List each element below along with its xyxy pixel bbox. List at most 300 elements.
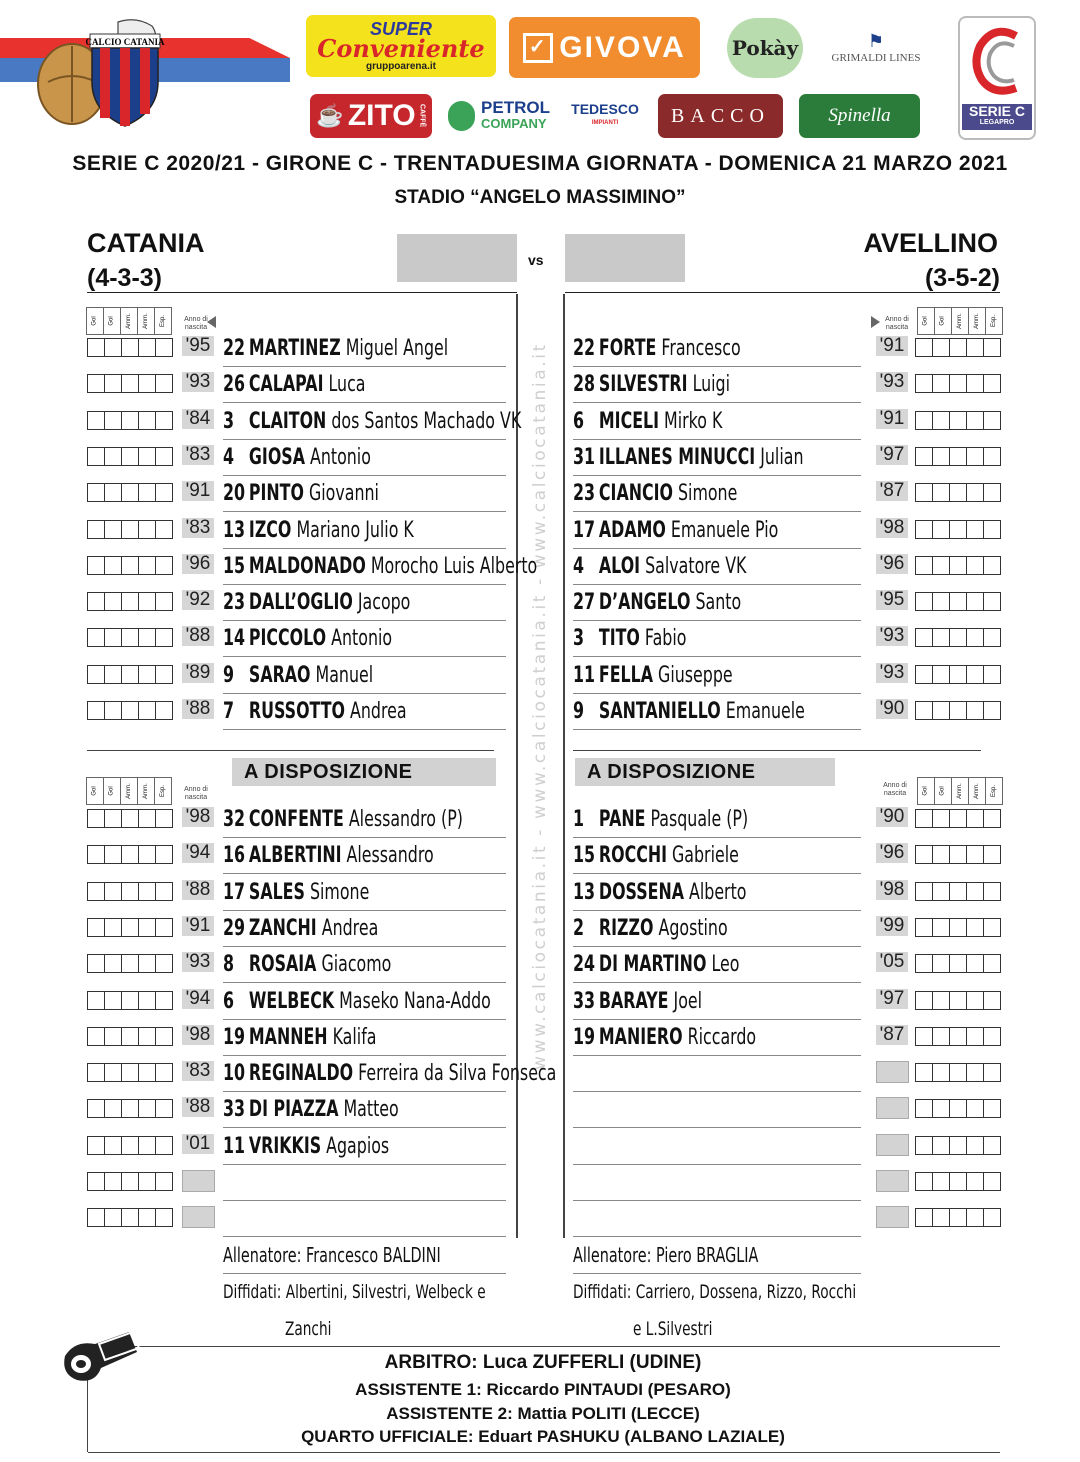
- birth-year: '83: [182, 1061, 214, 1081]
- player-firstname: Joel: [673, 988, 703, 1014]
- flag-icon: ⚑: [867, 31, 885, 51]
- player-name: [573, 518, 861, 549]
- stat-box[interactable]: [932, 556, 949, 575]
- birth-year: '98: [876, 518, 908, 538]
- player-name: [573, 1061, 861, 1092]
- sponsor-tedesco: TEDESCO IMPIANTI: [571, 101, 639, 126]
- player-firstname: Matteo: [343, 1097, 399, 1123]
- player-firstname: Giuseppe: [658, 662, 733, 688]
- stat-box[interactable]: [949, 1136, 966, 1155]
- player-number: 11: [223, 1133, 246, 1159]
- stat-box[interactable]: [966, 701, 983, 720]
- birth-year: '93: [876, 663, 908, 683]
- player-firstname: Andrea: [321, 915, 379, 941]
- player-name: [573, 699, 861, 730]
- stat-box[interactable]: [966, 411, 983, 430]
- watermark: www.calciocatania.it - www.calciocatania.it - www.calciocatania.it: [530, 342, 550, 1070]
- birth-year: '93: [876, 626, 908, 646]
- stat-box[interactable]: [949, 1172, 966, 1191]
- stat-box[interactable]: [932, 954, 949, 973]
- stat-boxes[interactable]: [915, 954, 1001, 973]
- birth-year: '96: [876, 554, 908, 574]
- away-stat-header: Gol Gol Amm. Amm. Esp.: [917, 307, 1003, 333]
- stat-box[interactable]: [915, 701, 932, 720]
- vs-label: vs: [528, 252, 544, 268]
- stat-box[interactable]: [932, 845, 949, 864]
- player-number: 6: [223, 988, 235, 1014]
- petrol-drop-icon: [448, 101, 475, 131]
- home-team-name: CATANIA: [87, 228, 205, 258]
- stat-box[interactable]: [932, 701, 949, 720]
- stat-box[interactable]: [949, 628, 966, 647]
- stat-boxes[interactable]: [915, 1027, 1001, 1046]
- stat-box[interactable]: [932, 665, 949, 684]
- player-number: 7: [223, 699, 235, 724]
- stat-box[interactable]: [949, 991, 966, 1010]
- player-surname: PICCOLO: [248, 626, 327, 652]
- player-number: 14: [223, 626, 246, 652]
- stat-box[interactable]: [915, 882, 932, 901]
- player-firstname: Antonio: [331, 626, 393, 652]
- player-name: [573, 590, 861, 621]
- stat-box[interactable]: [983, 701, 1001, 720]
- player-firstname: Kalifa: [332, 1024, 377, 1050]
- stat-box[interactable]: [932, 447, 949, 466]
- stat-box[interactable]: [932, 1172, 949, 1191]
- stat-box[interactable]: [966, 665, 983, 684]
- player-row: [0, 914, 1080, 950]
- stat-boxes[interactable]: [915, 1136, 1001, 1155]
- stat-box[interactable]: [932, 411, 949, 430]
- stat-box[interactable]: [983, 882, 1001, 901]
- player-number: 27: [573, 590, 596, 616]
- player-surname: REGINALDO: [248, 1061, 354, 1087]
- home-bench-title: A DISPOSIZIONE: [232, 758, 496, 786]
- stat-box[interactable]: [915, 411, 932, 430]
- player-row: [0, 878, 1080, 914]
- stat-boxes[interactable]: [915, 592, 1001, 611]
- stat-box[interactable]: [915, 954, 932, 973]
- stat-box[interactable]: [966, 845, 983, 864]
- player-number: 9: [223, 662, 235, 688]
- stat-box[interactable]: [932, 1136, 949, 1155]
- stat-box[interactable]: [983, 1063, 1001, 1082]
- birth-year: '94: [182, 843, 214, 863]
- player-firstname: Giovanni: [308, 481, 379, 507]
- sponsor-spinella: Spinella: [799, 94, 920, 138]
- player-surname: BARAYE: [598, 988, 669, 1014]
- stat-box[interactable]: [966, 628, 983, 647]
- player-number: 10: [223, 1061, 246, 1087]
- player-row: [0, 516, 1080, 552]
- player-name: [573, 1025, 861, 1056]
- stat-box[interactable]: [966, 918, 983, 937]
- stat-box[interactable]: [932, 882, 949, 901]
- player-number: 9: [573, 699, 585, 724]
- player-surname: ROCCHI: [598, 843, 667, 869]
- stat-boxes[interactable]: [915, 882, 1001, 901]
- stat-box[interactable]: [966, 338, 983, 357]
- player-firstname: Manuel: [315, 662, 374, 688]
- player-number: 2: [573, 915, 585, 941]
- player-firstname: Morocho Luis Alberto: [370, 553, 538, 579]
- stat-box[interactable]: [949, 845, 966, 864]
- check-icon: ✓: [523, 33, 553, 63]
- stat-box[interactable]: [915, 845, 932, 864]
- stat-box[interactable]: [949, 809, 966, 828]
- stat-box[interactable]: [983, 520, 1001, 539]
- stat-box[interactable]: [949, 556, 966, 575]
- player-surname: MICELI: [598, 408, 660, 434]
- stat-box[interactable]: [932, 809, 949, 828]
- home-stat-header: Gol Gol Amm. Amm. Esp.: [86, 307, 172, 333]
- player-name: [573, 843, 861, 874]
- stat-box[interactable]: [932, 1099, 949, 1118]
- home-bench-stat-header: Gol Gol Amm. Amm. Esp.: [86, 777, 172, 803]
- player-number: 33: [573, 988, 596, 1014]
- birth-year: [876, 1170, 909, 1192]
- player-row: [0, 697, 1080, 733]
- stat-box[interactable]: [949, 1063, 966, 1082]
- player-row: [0, 1132, 1080, 1168]
- birth-year: [876, 1206, 909, 1228]
- stat-box[interactable]: [932, 483, 949, 502]
- stat-box[interactable]: [983, 809, 1001, 828]
- player-firstname: Mariano Julio K: [296, 517, 414, 543]
- stat-box[interactable]: [915, 1027, 932, 1046]
- stat-box[interactable]: [966, 1136, 983, 1155]
- stat-box[interactable]: [915, 1063, 932, 1082]
- sponsor-pokay: Pokày: [727, 18, 803, 78]
- stat-box[interactable]: [932, 1208, 949, 1227]
- stat-box[interactable]: [949, 954, 966, 973]
- player-firstname: Luigi: [692, 372, 731, 398]
- player-surname: ADAMO: [598, 517, 666, 543]
- player-firstname: Ferreira da Silva Fonseca: [358, 1061, 557, 1087]
- player-surname: ALBERTINI: [248, 843, 342, 869]
- home-diffidati: Diffidati: Albertini, Silvestri, Welbeck e: [223, 1281, 486, 1303]
- stat-box[interactable]: [949, 1027, 966, 1046]
- player-row: [0, 1168, 1080, 1204]
- stat-box[interactable]: [949, 447, 966, 466]
- player-surname: DI MARTINO: [598, 952, 707, 978]
- stat-boxes[interactable]: [915, 447, 1001, 466]
- player-firstname: Riccardo: [687, 1024, 757, 1050]
- home-score-box: [397, 234, 517, 282]
- player-number: 8: [223, 952, 235, 978]
- stat-box[interactable]: [983, 845, 1001, 864]
- player-firstname: Miguel Angel: [345, 336, 449, 361]
- player-surname: IZCO: [248, 517, 292, 543]
- player-number: 15: [573, 843, 596, 869]
- stat-boxes[interactable]: [915, 918, 1001, 937]
- player-number: 29: [223, 915, 246, 941]
- stat-box[interactable]: [915, 483, 932, 502]
- stat-box[interactable]: [983, 991, 1001, 1010]
- player-firstname: dos Santos Machado VK: [331, 408, 522, 434]
- stat-box[interactable]: [966, 592, 983, 611]
- stat-box[interactable]: [966, 483, 983, 502]
- away-formation: (3-5-2): [924, 264, 1000, 292]
- stat-box[interactable]: [983, 411, 1001, 430]
- stat-boxes[interactable]: [915, 1063, 1001, 1082]
- stat-box[interactable]: [966, 556, 983, 575]
- player-surname: VRIKKIS: [248, 1133, 322, 1159]
- player-firstname: Simone: [677, 481, 738, 507]
- player-surname: ROSAIA: [248, 952, 317, 978]
- stat-box[interactable]: [966, 1208, 983, 1227]
- stat-box[interactable]: [966, 1172, 983, 1191]
- birth-year: '97: [876, 445, 908, 465]
- assistant-1: ASSISTENTE 1: Riccardo PINTAUDI (PESARO): [355, 1380, 731, 1399]
- svg-text:CALCIO CATANIA: CALCIO CATANIA: [85, 37, 165, 47]
- player-firstname: Giacomo: [321, 952, 392, 978]
- away-coach: Allenatore: Piero BRAGLIA: [573, 1243, 861, 1274]
- player-name: [573, 1206, 861, 1237]
- stat-box[interactable]: [949, 520, 966, 539]
- player-surname: MANNEH: [248, 1024, 328, 1050]
- birth-year: '95: [182, 336, 214, 356]
- player-row: [0, 407, 1080, 443]
- stat-box[interactable]: [949, 374, 966, 393]
- stat-box[interactable]: [966, 447, 983, 466]
- stat-box[interactable]: [915, 628, 932, 647]
- player-surname: SILVESTRI: [598, 372, 688, 398]
- player-name: [573, 989, 861, 1020]
- player-number: 16: [223, 843, 246, 869]
- serie-c-logo: SERIE C LEGAPRO: [958, 16, 1036, 140]
- player-name: [573, 1134, 861, 1165]
- stat-box[interactable]: [983, 628, 1001, 647]
- stat-box[interactable]: [932, 1063, 949, 1082]
- stat-box[interactable]: [915, 374, 932, 393]
- stat-box[interactable]: [932, 918, 949, 937]
- stat-box[interactable]: [932, 338, 949, 357]
- birth-year: '83: [182, 518, 214, 538]
- player-row: [0, 588, 1080, 624]
- away-diffidati-cont: e L.Silvestri: [633, 1318, 713, 1340]
- birth-year: '83: [182, 445, 214, 465]
- stat-boxes[interactable]: [915, 628, 1001, 647]
- birth-year: '95: [876, 590, 908, 610]
- stat-box[interactable]: [983, 1099, 1001, 1118]
- birth-year: '91: [182, 481, 214, 501]
- player-row: [0, 624, 1080, 660]
- birth-year: '88: [182, 626, 214, 646]
- stat-box[interactable]: [966, 954, 983, 973]
- birth-year: '97: [876, 989, 908, 1009]
- stat-boxes[interactable]: [915, 338, 1001, 357]
- stat-box[interactable]: [983, 556, 1001, 575]
- stat-boxes[interactable]: [915, 845, 1001, 864]
- stat-box[interactable]: [915, 665, 932, 684]
- player-surname: MALDONADO: [248, 553, 366, 579]
- player-row: [0, 841, 1080, 877]
- player-row: [0, 1059, 1080, 1095]
- player-firstname: Gabriele: [672, 843, 739, 869]
- birth-year: '90: [876, 807, 908, 827]
- player-name: [573, 554, 861, 585]
- stat-box[interactable]: [949, 483, 966, 502]
- birth-year: [876, 1097, 909, 1119]
- player-number: 19: [223, 1024, 246, 1050]
- stat-boxes[interactable]: [915, 701, 1001, 720]
- officials-bottom-line: [88, 1452, 1000, 1453]
- stadium-title: STADIO “ANGELO MASSIMINO”: [394, 187, 686, 208]
- sponsor-givova: ✓ GIVOVA: [509, 17, 700, 78]
- player-surname: SALES: [248, 879, 305, 905]
- stat-boxes[interactable]: [915, 483, 1001, 502]
- player-surname: PINTO: [248, 481, 304, 507]
- stat-boxes[interactable]: [915, 556, 1001, 575]
- player-row: [0, 370, 1080, 406]
- sponsor-bacco: BACCO: [658, 94, 783, 138]
- player-row: [0, 1023, 1080, 1059]
- stat-box[interactable]: [915, 1172, 932, 1191]
- stat-box[interactable]: [983, 1208, 1001, 1227]
- stat-box[interactable]: [983, 447, 1001, 466]
- assistant-2: ASSISTENTE 2: Mattia POLITI (LECCE): [386, 1404, 700, 1423]
- away-score-box: [565, 234, 685, 282]
- player-number: 20: [223, 481, 246, 507]
- player-row: [0, 1095, 1080, 1131]
- birth-year: '98: [182, 1025, 214, 1045]
- player-number: 13: [223, 517, 246, 543]
- player-surname: CIANCIO: [598, 481, 673, 507]
- player-row: [0, 950, 1080, 986]
- player-number: 22: [223, 336, 246, 361]
- stat-box[interactable]: [915, 1136, 932, 1155]
- stat-box[interactable]: [983, 592, 1001, 611]
- stat-boxes[interactable]: [915, 374, 1001, 393]
- away-bench-title: A DISPOSIZIONE: [575, 758, 835, 786]
- stat-box[interactable]: [949, 918, 966, 937]
- stat-box[interactable]: [915, 520, 932, 539]
- stat-box[interactable]: [949, 411, 966, 430]
- referee: ARBITRO: Luca ZUFFERLI (UDINE): [384, 1352, 702, 1373]
- stat-box[interactable]: [966, 1063, 983, 1082]
- home-coach: Allenatore: Francesco BALDINI: [223, 1243, 506, 1274]
- stat-box[interactable]: [949, 1099, 966, 1118]
- coffee-cup-icon: ☕: [316, 103, 344, 128]
- home-divider: [87, 292, 517, 293]
- player-firstname: Alessandro: [346, 843, 434, 869]
- stat-box[interactable]: [966, 882, 983, 901]
- player-number: 4: [573, 553, 585, 579]
- stat-box[interactable]: [915, 1208, 932, 1227]
- birth-year: '88: [182, 699, 214, 719]
- stat-box[interactable]: [932, 592, 949, 611]
- player-firstname: Agapios: [326, 1133, 390, 1159]
- player-surname: FORTE: [598, 336, 657, 361]
- stat-box[interactable]: [983, 374, 1001, 393]
- stat-box[interactable]: [949, 665, 966, 684]
- player-row: [0, 1204, 1080, 1240]
- stat-boxes[interactable]: [915, 520, 1001, 539]
- stat-box[interactable]: [983, 918, 1001, 937]
- stat-boxes[interactable]: [915, 991, 1001, 1010]
- stat-box[interactable]: [983, 1172, 1001, 1191]
- stat-boxes[interactable]: [915, 1172, 1001, 1191]
- stat-boxes[interactable]: [915, 809, 1001, 828]
- player-firstname: Emanuele Pio: [670, 517, 779, 543]
- stat-box[interactable]: [932, 628, 949, 647]
- stat-box[interactable]: [949, 882, 966, 901]
- stat-box[interactable]: [983, 665, 1001, 684]
- player-row: [0, 443, 1080, 479]
- birth-year: '90: [876, 699, 908, 719]
- stat-box[interactable]: [932, 374, 949, 393]
- player-number: 1: [573, 807, 585, 832]
- stat-box[interactable]: [949, 1208, 966, 1227]
- stat-box[interactable]: [932, 1027, 949, 1046]
- player-number: 23: [223, 590, 246, 616]
- player-surname: DOSSENA: [598, 879, 684, 905]
- stat-box[interactable]: [983, 483, 1001, 502]
- stat-box[interactable]: [932, 520, 949, 539]
- stat-box[interactable]: [983, 954, 1001, 973]
- sponsor-petrol-company: PETROL COMPANY: [448, 96, 550, 136]
- home-formation: (4-3-3): [87, 264, 163, 292]
- stat-boxes[interactable]: [915, 1208, 1001, 1227]
- stat-boxes[interactable]: [915, 665, 1001, 684]
- player-firstname: Julian: [760, 444, 804, 470]
- stat-box[interactable]: [949, 338, 966, 357]
- stat-box[interactable]: [949, 701, 966, 720]
- player-firstname: Maseko Nana-Addo: [339, 988, 491, 1014]
- stat-box[interactable]: [915, 991, 932, 1010]
- stat-box[interactable]: [915, 1099, 932, 1118]
- stat-box[interactable]: [915, 592, 932, 611]
- stat-box[interactable]: [966, 1027, 983, 1046]
- stat-box[interactable]: [966, 1099, 983, 1118]
- home-bench-anno-label: Anno di nascita: [184, 786, 208, 801]
- stat-box[interactable]: [915, 447, 932, 466]
- stat-box[interactable]: [983, 1027, 1001, 1046]
- stat-box[interactable]: [915, 556, 932, 575]
- stat-box[interactable]: [983, 338, 1001, 357]
- stat-box[interactable]: [915, 809, 932, 828]
- stat-box[interactable]: [966, 374, 983, 393]
- stat-box[interactable]: [983, 1136, 1001, 1155]
- stat-box[interactable]: [915, 918, 932, 937]
- stat-box[interactable]: [915, 338, 932, 357]
- stat-box[interactable]: [966, 991, 983, 1010]
- player-name: [573, 626, 861, 657]
- stat-box[interactable]: [966, 520, 983, 539]
- stat-box[interactable]: [932, 991, 949, 1010]
- birth-year: '93: [182, 952, 214, 972]
- player-surname: RIZZO: [598, 915, 654, 941]
- away-divider: [565, 292, 1000, 293]
- stat-box[interactable]: [966, 809, 983, 828]
- stat-boxes[interactable]: [915, 1099, 1001, 1118]
- stat-boxes[interactable]: [915, 411, 1001, 430]
- player-firstname: Jacopo: [357, 590, 411, 616]
- player-surname: ALOI: [598, 553, 641, 579]
- birth-year: '87: [876, 1025, 908, 1045]
- player-name: [573, 445, 861, 476]
- stat-box[interactable]: [949, 592, 966, 611]
- player-surname: TITO: [598, 626, 640, 652]
- player-firstname: Agostino: [658, 915, 728, 941]
- player-number: 17: [223, 879, 246, 905]
- birth-year: '93: [182, 372, 214, 392]
- player-surname: DI PIAZZA: [248, 1097, 339, 1123]
- player-name: [573, 807, 861, 838]
- birth-year: '05: [876, 952, 908, 972]
- birth-year: '98: [876, 880, 908, 900]
